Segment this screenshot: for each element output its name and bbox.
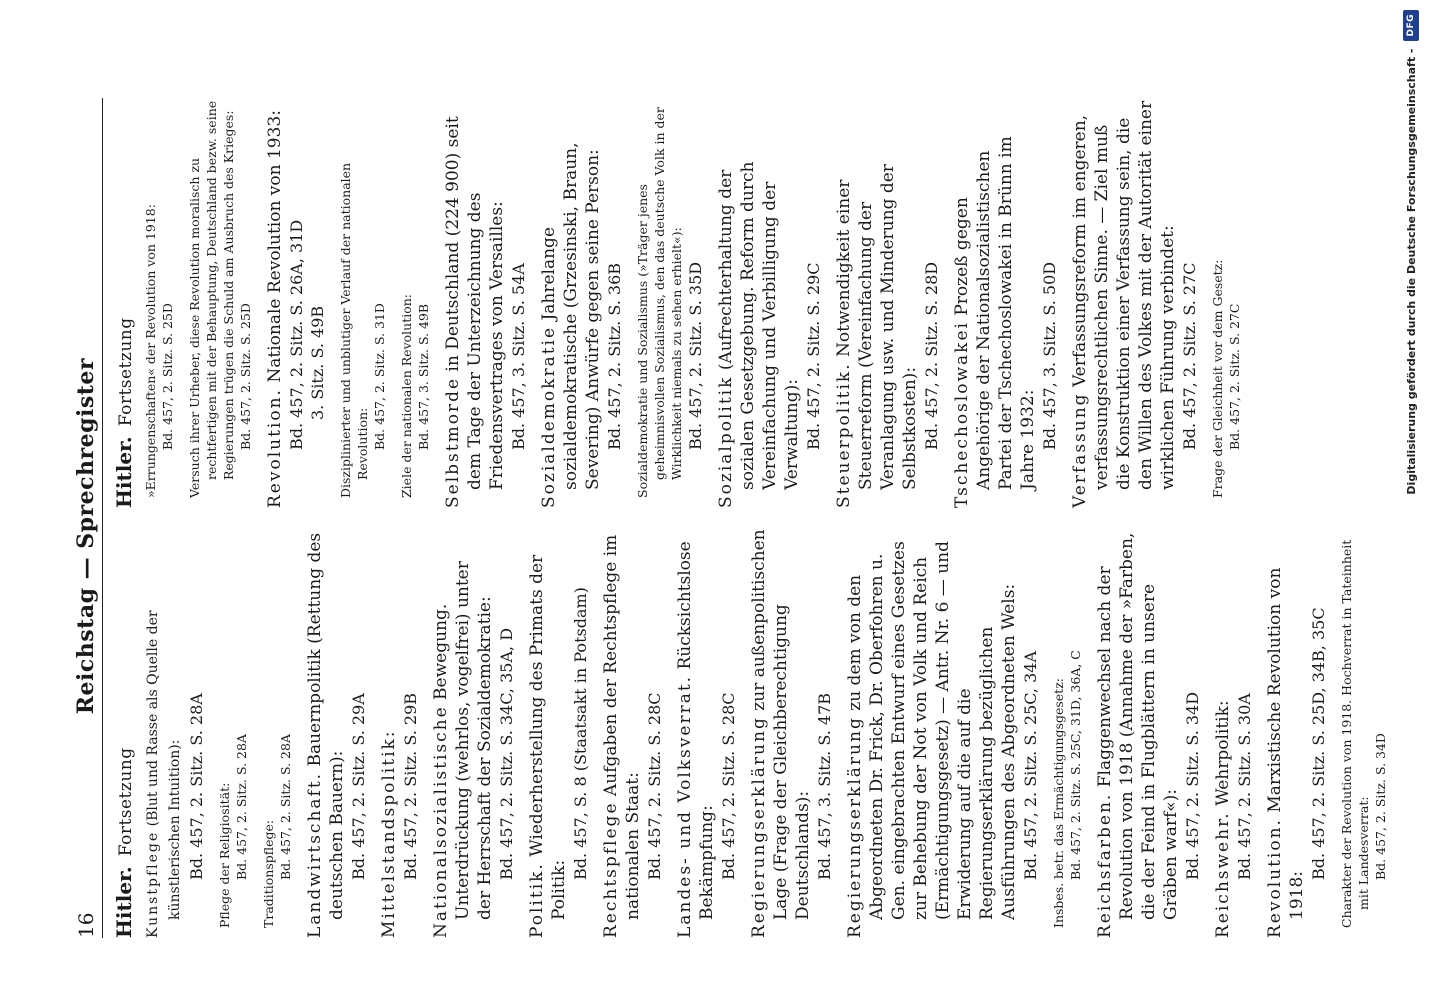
credit-text: Digitalisierung gefördert durch die Deutsche Forschungsgemeinschaft - [1404,48,1418,495]
page-reference: Bd. 457, 3. Sitz. S. 54A [509,263,528,450]
page-reference: Bd. 457, 2. Sitz. S. 29B [401,692,420,880]
index-entry [1209,98,1244,508]
page-reference: Bd. 457, 2. Sitz. S. 34C, 35A, D [497,627,516,880]
entry-heading [430,528,496,938]
entry-heading [526,528,570,938]
entry-keyword: Rechtspflege [601,801,621,938]
reference-group [286,98,328,508]
entry-text: (Blut und Rasse als Quelle der künstlerischen Intuition): [145,610,183,920]
entry-text: Bewegung. Unterdrückung (wehrlos, vogelfrei) unter der Herrschaft der Sozialdemokratie: [431,561,495,920]
index-entry [216,528,251,938]
entry-heading [748,528,814,938]
index-entry [844,528,1041,938]
entry-text: Jahrelange sozialdemokratische (Grzesinski, Braun, Severing) Anwürfe gegen seine Person: [539,142,603,490]
index-entry [264,98,328,508]
page-reference: Bd. 457, 2. Sitz. S. 31D [372,303,387,450]
entry-heading [715,98,803,508]
entry-text: zur außenpolitischen Lage (Frage der Gleichberechtigung Deutschlands): [749,529,813,920]
entry-text: Bauernpolitik (Rettung des deutschen Bauern): [305,532,347,920]
index-entry [538,98,625,508]
entry-heading [538,98,604,508]
page-reference: Bd. 457, 2. Sitz. S. 28A [278,734,293,880]
entry-keyword: Steuerpolitik. [834,362,854,508]
index-entry [1050,528,1085,938]
page-reference: Bd. 457, 2. Sitz. S. 25D, 34B, 35C [1309,607,1328,880]
page-reference: Bd. 457, 2. Sitz. S. 34D [1373,733,1388,880]
entry-subtopic: Ziele der nationalen Revolution: [399,293,414,498]
entry-text: in Deutschland (224 900) seit dem Tage der Unterzeichnung des Friedensvertrages von Versailles: [443,116,507,490]
entry-heading [1069,98,1179,508]
speaker-name: Hitler. [112,436,136,508]
entry-keyword: Reichsfarben. [1095,792,1115,938]
index-entry [1094,528,1203,938]
index-entry [600,528,665,938]
page-reference: Bd. 457, 2. Sitz. S. 27C [1227,303,1242,450]
entry-heading [600,528,644,938]
digitization-credit [1396,10,1426,980]
entry-keyword: Landwirtschaft. [305,771,325,938]
entry-heading [674,528,718,938]
index-entry [634,98,706,508]
page-reference: Bd. 457, 2. Sitz. S. 28A [234,734,249,880]
entry-subtopic: Versuch ihrer Urheber, diese Revolution moralisch zu rechtfertigen mit der Behauptung, Deutschland bezw. seine Regierungen trügen die Schuld am Ausbruch des Krieges: [187,100,236,498]
continuation-label: Fortsetzung [116,747,136,857]
page-reference: Bd. 457, 2. Sitz. S. 28A [187,693,206,880]
entry-keyword: Verfassung [1070,392,1090,508]
index-entry [260,528,295,938]
column-heading [112,98,136,508]
entry-text: Wehrpolitik: [1213,700,1233,806]
entry-heading [833,98,921,508]
index-entry [748,528,835,938]
entry-heading [142,528,186,938]
page-reference: Bd. 457, 2. Sitz. S. 30A [1235,693,1254,880]
dfg-logo: DFG [1403,10,1419,41]
entry-subtopic: Sozialdemokratie und Sozialismus (»Träger jenes geheimnisvollen Sozialismus, den das deutsche Volk in der Wirklichkeit niemals zu sehen erhielt«): [635,107,684,498]
index-entry [142,98,177,508]
entry-keyword: Nationalsozialistische [431,705,451,938]
entry-text: Aufgaben der Rechtspflege im nationalen Staat: [601,534,643,920]
entry-heading [304,528,348,938]
entry-text: Wiederherstellung des Primats der Politik: [527,554,569,920]
right-column [112,98,1332,508]
page-reference: Bd. 457, S. 8 (Staatsakt in Potsdam) [571,587,590,880]
page-reference: Bd. 457, 2. Sitz. S. 28C [645,692,664,880]
index-entry [337,98,389,508]
entry-subtopic: Traditionspflege: [261,819,276,928]
entry-heading [378,528,400,938]
entry-text: zu dem von den Abgeordneten Dr. Frick, Dr. Oberfohren u. Gen. eingebrachten Entwurf eines Gesetzes zur Behebung der Not von Volk und Reich (Ermächtigungsgesetz) — Antr. Nr. 6 — und Erwiderung auf die auf die Regierungserklärung bezüglichen Ausführungen des Abgeordneten Wels: [845,541,1019,920]
page-reference: Bd. 457, 2. Sitz. S. 25D [160,303,175,450]
index-entry [674,528,739,938]
index-entry [398,98,433,508]
index-entry [833,98,942,508]
entry-heading [1264,528,1308,938]
entry-subtopic: Disziplinierter und unblutiger Verlauf der nationalen Revolution: [338,162,370,498]
page-header [72,98,103,938]
page-reference: Bd. 457, 2. Sitz. S. 34D [1183,691,1202,880]
index-entry [1338,528,1390,938]
entry-text: Flaggenwechsel nach der Revolution von 1918 (Annahme der »Farben, die der Feind in Flugblättern in unsere Gräben warf«): [1095,532,1181,920]
entry-keyword: Tschechoslowakei [952,321,972,508]
entry-subtopic: »Errungenschaften« der Revolution von 1918: [143,204,158,498]
entry-subtopic: Charakter der Revolution von 1918. Hochverrat in Tateinheit mit Landesverrat: [1339,539,1371,928]
page-reference: Bd. 457, 3. Sitz. S. 47B [815,692,834,880]
entry-heading [1094,528,1182,938]
page-reference: Bd. 457, 2. Sitz. S. 25C, 31D, 36A, C [1068,650,1083,880]
page-reference: Bd. 457, 3. Sitz. S. 50D [1040,261,1059,450]
entry-text: Verfassungsreform im engeren, verfassungsrechtlichen Sinne. — Ziel muß die Konstruktion einer Verfassung sein, die den Willen des Volkes mit der Autorität einer wirklichen Führung verbindet: [1070,100,1178,490]
entry-text: (Aufrechterhaltung der sozialen Gesetzgebung. Reform durch Vereinfachung und Verbilligung der Verwaltung): [716,161,802,490]
index-entry [715,98,824,508]
entry-keyword: Politik. [527,862,547,938]
index-entry [1212,528,1255,938]
entry-keyword: Landes- und Volksverrat. [675,674,695,938]
page-reference: Bd. 457, 2. Sitz. S. 28C [719,692,738,880]
entry-keyword: Mittelstandspolitik: [379,729,399,938]
entry-text: Nationale Revolution von 1933: [265,110,285,383]
entry-keyword: Sozialpolitik [716,375,736,508]
entry-heading [264,98,286,508]
entry-heading [442,98,508,508]
page-reference: Bd. 457, 2. Sitz. S. 25D [238,303,253,450]
column-heading [112,528,136,938]
entry-keyword: Revolution. [1265,818,1285,938]
index-entry [142,528,207,938]
entry-keyword: Sozialdemokratie [539,325,559,508]
index-entry [442,98,529,508]
index-entry [1069,98,1200,508]
left-column [112,528,1388,938]
entry-keyword: Selbstmorde [443,376,463,508]
page-reference: Bd. 457, 2. Sitz. S. 28D [922,261,941,450]
entry-heading [951,98,1039,508]
entry-text: Notwendigkeit einer Steuerreform (Vereinfachung der Veranlagung usw. und Minderung der Selbstkosten): [834,164,920,490]
index-entry [186,98,255,508]
entry-heading [844,528,1020,938]
entry-keyword: Reichswehr. [1213,811,1233,938]
page-reference: 3. Sitz. S. 49B [308,305,327,420]
entry-text: Prozeß gegen Angehörige der Nationalsozialistischen Partei der Tschechoslowakei in Brünn im Jahre 1932: [952,136,1038,490]
index-entry [378,528,421,938]
page-reference: Bd. 457, 2. Sitz. S. 25C, 34A [1021,650,1040,880]
entry-keyword: Regierungserklärung [845,716,865,938]
index-entry [526,528,591,938]
entry-subtopic: Insbes. betr. das Ermächtigungsgesetz: [1051,677,1066,928]
entry-subtopic: Pflege der Religiosität: [217,782,232,928]
page-reference: Bd. 457, 3. Sitz. S. 49B [416,303,431,450]
entry-text: Rücksichtslose Bekämpfung: [675,541,717,920]
page-reference: Bd. 457, 2. Sitz. S. 26A, 31D [287,219,306,450]
index-entry [951,98,1060,508]
page-reference: Bd. 457, 2. Sitz. S. 36B [605,262,624,450]
page-reference: Bd. 457, 2. Sitz. S. 29C [804,262,823,450]
entry-keyword: Kunstpflege [145,830,161,938]
entry-heading [1212,528,1234,938]
speaker-name: Hitler. [112,866,136,938]
page-number: 16 [74,912,98,938]
entry-keyword: Regierungserklärung [749,716,769,938]
index-entry [1264,528,1329,938]
entry-subtopic: Frage der Gleichheit vor dem Gesetz: [1210,259,1225,498]
page-reference: Bd. 457, 2. Sitz. S. 35D [686,261,705,450]
entry-text: Marxistische Revolution von 1918: [1265,567,1307,920]
index-entry [304,528,369,938]
page-reference: Bd. 457, 2. Sitz. S. 27C [1180,262,1199,450]
entry-keyword: Revolution. [265,388,285,508]
page-reference: Bd. 457, 2. Sitz. S. 29A [349,693,368,880]
index-entry [430,528,517,938]
continuation-label: Fortsetzung [116,317,136,427]
running-title: Reichstag — Sprechregister [73,358,99,715]
